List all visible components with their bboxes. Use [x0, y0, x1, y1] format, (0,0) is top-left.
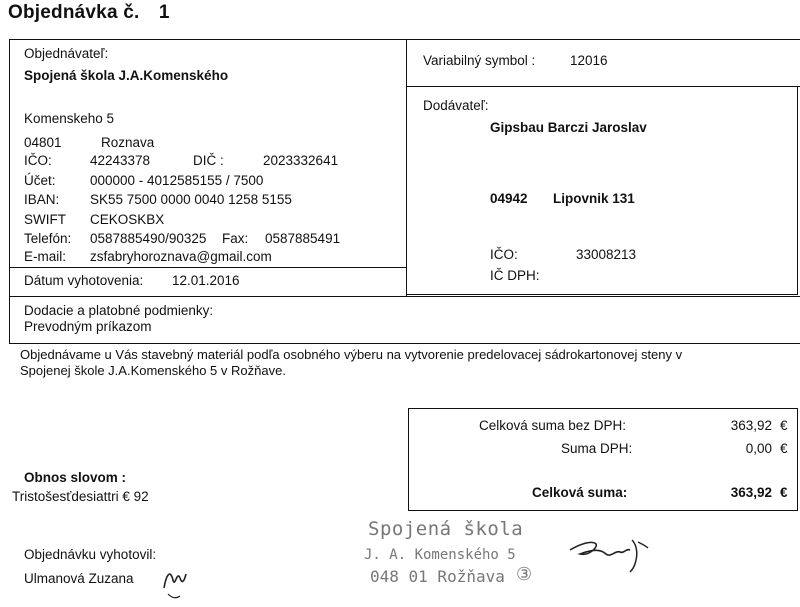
order-number: 1	[158, 2, 170, 23]
issue-date-value: 12.01.2016	[172, 273, 240, 288]
customer-swift: CEKOSKBX	[90, 212, 165, 227]
terms-row-top	[9, 296, 800, 297]
customer-heading: Objednávateľ:	[24, 46, 109, 61]
grand-total-label: Celková suma:	[532, 485, 628, 500]
customer-email-label: E-mail:	[24, 249, 67, 264]
grand-total-currency: €	[780, 485, 788, 500]
customer-iban: SK55 7500 0000 0040 1258 5155	[90, 192, 292, 207]
customer-ico-label: IČO:	[24, 153, 52, 168]
frame-left	[9, 39, 10, 344]
customer-fax-label: Fax:	[222, 231, 249, 246]
terms-heading: Dodacie a platobné podmienky:	[24, 303, 214, 318]
customer-account-label: Účet:	[24, 173, 56, 188]
customer-zip: 04801	[24, 135, 62, 150]
customer-phone: 0587885490/90325	[90, 231, 207, 246]
supplier-zip: 04942	[490, 191, 528, 206]
description-line-2: Spojenej škole J.A.Komenského 5 v Rožňave.	[20, 363, 286, 378]
approver-signature	[566, 530, 652, 574]
net-total-value: 363,92	[730, 418, 772, 433]
customer-dic: 2023332641	[263, 153, 339, 168]
supplier-icdph-label: IČ DPH:	[490, 268, 540, 283]
issued-by-label: Objednávku vyhotovil:	[24, 547, 157, 562]
customer-email: zsfabryhoroznava@gmail.com	[90, 249, 272, 264]
stamp-mark: ③	[516, 564, 533, 585]
issued-by-name: Ulmanová Zuzana	[24, 571, 134, 586]
supplier-ico-label: IČO:	[490, 247, 518, 262]
customer-iban-label: IBAN:	[24, 192, 60, 207]
stamp-line-1: Spojená škola	[368, 518, 524, 540]
vat-value: 0,00	[745, 441, 772, 456]
customer-fax: 0587885491	[265, 231, 341, 246]
stamp-line-2: J. A. Komenského 5	[364, 547, 516, 563]
customer-dic-label: DIČ :	[193, 153, 224, 168]
terms-row-bottom	[9, 343, 800, 344]
issue-date-label: Dátum vyhotovenia:	[24, 273, 144, 288]
variable-symbol-label: Variabilný symbol :	[423, 53, 536, 68]
net-total-currency: €	[780, 418, 788, 433]
customer-name: Spojená škola J.A.Komenského	[24, 68, 229, 83]
amount-words-label: Obnos slovom :	[24, 470, 127, 485]
supplier-heading: Dodávateľ:	[423, 98, 489, 113]
issuer-signature	[158, 558, 198, 602]
amount-words-value: Tristošesťdesiattri € 92	[12, 489, 149, 504]
supplier-ico: 33008213	[576, 247, 637, 262]
customer-phone-label: Telefón:	[24, 231, 72, 246]
date-row-top	[9, 267, 406, 268]
supplier-name: Gipsbau Barczi Jaroslav	[490, 120, 647, 135]
stamp-line-3: 048 01 Rožňava	[370, 567, 505, 586]
description-line-1: Objednávame u Vás stavebný materiál podľa osobného výberu na vytvorenie predelovacej sádrokartonovej steny v	[20, 347, 683, 362]
customer-swift-label: SWIFT	[24, 212, 66, 227]
document-title	[8, 2, 170, 24]
customer-city: Roznava	[101, 135, 155, 150]
frame-top	[9, 39, 800, 40]
document-title-label: Objednávka č.	[8, 2, 140, 23]
customer-street: Komenskeho 5	[24, 111, 115, 126]
customer-ico: 42243378	[90, 153, 151, 168]
variable-symbol-value: 12016	[570, 53, 608, 68]
vat-currency: €	[780, 441, 788, 456]
supplier-street: Lipovnik 131	[553, 191, 635, 206]
vat-label: Suma DPH:	[561, 441, 633, 456]
net-total-label: Celková suma bez DPH:	[479, 418, 627, 433]
terms-value: Prevodným príkazom	[24, 319, 152, 334]
customer-account: 000000 - 4012585155 / 7500	[90, 173, 264, 188]
grand-total-value: 363,92	[730, 485, 772, 500]
